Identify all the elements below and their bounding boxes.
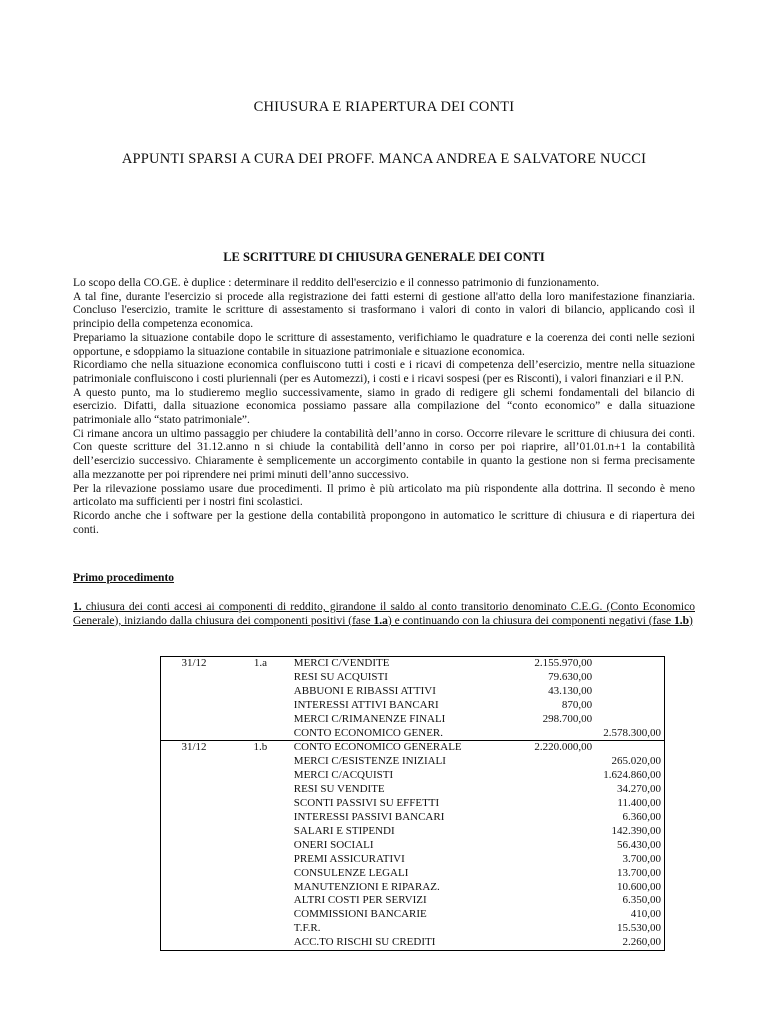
- entry-date: [161, 853, 228, 867]
- entry-phase: [227, 839, 294, 853]
- account-name: T.F.R.: [293, 922, 321, 935]
- entry-phase: [227, 755, 294, 769]
- entry-phase: [227, 922, 294, 936]
- entry-phase: [227, 783, 294, 797]
- entry-date: [161, 797, 228, 811]
- avere-amount: 3.700,00: [595, 853, 664, 867]
- avere-amount: 6.350,00: [595, 894, 664, 908]
- step-number: 1.: [73, 601, 82, 613]
- paragraph: A questo punto, ma lo studieremo meglio successivamente, siamo in grado di redigere gli schemi fondamentali del bilancio di esercizio. Difatti, dalla situazione economica possiamo passare alla compilazione del “conto economico” e dalla situazione patrimoniale allo “stato patrimoniale”.: [73, 386, 695, 427]
- account-name: PREMI ASSICURATIVI: [293, 852, 405, 865]
- journal-row: [161, 839, 665, 853]
- avere-amount: 410,00: [595, 908, 664, 922]
- dare-amount: 2.155.970,00: [525, 657, 595, 671]
- dare-amount: [525, 811, 595, 825]
- journal-row: [161, 769, 665, 783]
- avere-amount: [595, 685, 664, 699]
- dare-amount: [525, 867, 595, 881]
- paragraph: Lo scopo della CO.GE. è duplice : determinare il reddito dell'esercizio e il connesso patrimonio di funzionamento.: [73, 277, 600, 289]
- step-text-c: ): [689, 614, 693, 627]
- dare-amount: 79.630,00: [548, 670, 593, 683]
- entry-date: [161, 936, 228, 950]
- dare-amount: [525, 853, 595, 867]
- dare-amount: 2.220.000,00: [525, 741, 595, 755]
- avere-amount: 2.260,00: [595, 936, 664, 950]
- entry-phase: [227, 685, 294, 699]
- avere-amount: 2.578.300,00: [595, 727, 664, 741]
- journal-row: [161, 727, 665, 741]
- journal-row: [161, 922, 665, 936]
- paragraph: A tal fine, durante l'esercizio si procede alla registrazione dei fatti esterni di gestione all'atto della loro manifestazione finanziaria. Concluso l'esercizio, tramite le scritture di assestamento si trasformano i valori di conto in valori di bilancio, applicando così il principio della competenza economica.: [73, 290, 695, 331]
- subheading-primo-procedimento: Primo procedimento: [73, 572, 175, 584]
- journal-row: [161, 685, 665, 699]
- avere-amount: 15.530,00: [595, 922, 664, 936]
- entry-date: [161, 825, 228, 839]
- account-name: CONSULENZE LEGALI: [293, 866, 409, 879]
- entry-phase: [227, 671, 294, 685]
- account-name: ALTRI COSTI PER SERVIZI: [293, 894, 427, 907]
- journal-row: [161, 797, 665, 811]
- avere-amount: 11.400,00: [595, 797, 664, 811]
- avere-amount: [595, 713, 664, 727]
- section-title: LE SCRITTURE DI CHIUSURA GENERALE DEI CONTI: [223, 250, 545, 264]
- entry-date: [161, 783, 228, 797]
- account-name: MERCI C/ACQUISTI: [293, 769, 394, 782]
- dare-amount: [525, 908, 595, 922]
- journal-row: [161, 783, 665, 797]
- journal-row: [161, 853, 665, 867]
- entry-phase: [227, 853, 294, 867]
- journal-row: [161, 936, 665, 950]
- entry-phase: [227, 908, 294, 922]
- step-1-description: [73, 601, 695, 628]
- dare-amount: [525, 936, 595, 950]
- step-text-b: ) e continuando con la chiusura dei componenti negativi (fase: [387, 614, 674, 627]
- dare-amount: 870,00: [561, 698, 593, 711]
- dare-amount: [525, 755, 595, 769]
- step-phase-a: 1.a: [373, 614, 388, 627]
- journal-row: [161, 755, 665, 769]
- step-text-a: chiusura dei conti accesi ai componenti di reddito, girandone il saldo al conto transitorio denominato C.E.G. (Conto Economico Generale), iniziando dalla chiusura dei componenti positivi (fase: [73, 601, 695, 627]
- journal-row: [161, 825, 665, 839]
- avere-amount: 1.624.860,00: [595, 769, 664, 783]
- document-subtitle: APPUNTI SPARSI A CURA DEI PROFF. MANCA ANDREA E SALVATORE NUCCI: [121, 151, 647, 167]
- entry-date: [161, 908, 228, 922]
- account-name: ABBUONI E RIBASSI ATTIVI: [293, 684, 436, 697]
- account-name: CONTO ECONOMICO GENER.: [293, 726, 444, 739]
- journal-entries-table: [160, 656, 665, 951]
- account-name: INTERESSI PASSIVI BANCARI: [293, 810, 445, 823]
- account-name: RESI SU ACQUISTI: [293, 670, 388, 683]
- body-text: [73, 277, 695, 537]
- dare-amount: 43.130,00: [548, 684, 593, 697]
- avere-amount: [595, 671, 664, 685]
- journal-row: [161, 908, 665, 922]
- avere-amount: [595, 741, 664, 755]
- account-name: RESI SU VENDITE: [293, 783, 385, 796]
- entry-phase: [227, 867, 294, 881]
- avere-amount: 142.390,00: [595, 825, 664, 839]
- paragraph: Prepariamo la situazione contabile dopo le scritture di assestamento, verifichiamo le quadrature e la coerenza dei conti nelle sezioni opportune, e sdoppiamo la situazione contabile in situazione patrimoniale e situazione economica.: [73, 331, 695, 358]
- avere-amount: 13.700,00: [595, 867, 664, 881]
- entry-date: [161, 685, 228, 699]
- account-name: MERCI C/VENDITE: [294, 657, 526, 671]
- dare-amount: [525, 922, 595, 936]
- entry-phase: 1.a: [227, 657, 294, 671]
- dare-amount: [525, 727, 595, 741]
- dare-amount: [525, 894, 595, 908]
- account-name: MERCI C/ESISTENZE INIZIALI: [293, 755, 446, 768]
- journal-row: [161, 713, 665, 727]
- account-name: ACC.TO RISCHI SU CREDITI: [294, 936, 526, 950]
- paragraph: Ci rimane ancora un ultimo passaggio per chiudere la contabilità dell’anno in corso. Occorre rilevare le scritture di chiusura dei conti. Con queste scritture del 31.12.anno n si chiude la contabilità dell’anno in corso per poi riaprire, all’01.01.n+1 la contabilità dell’esercizio successivo. Chiaramente è semplicemente un accorgimento contabile in quanto la gestione non si ferma precisamente alla mezzanotte per poi riprendere nei primi minuti dell’anno successivo.: [73, 427, 695, 481]
- paragraph: Per la rilevazione possiamo usare due procedimenti. Il primo è più articolato ma più rispondente alla dottrina. Il secondo è meno articolato ma sufficienti per i nostri fini scolastici.: [73, 482, 695, 509]
- entry-date: [161, 769, 228, 783]
- journal-row: [161, 811, 665, 825]
- entry-phase: 1.b: [227, 741, 294, 755]
- journal-row: [161, 671, 665, 685]
- entry-phase: [227, 713, 294, 727]
- account-name: SCONTI PASSIVI SU EFFETTI: [293, 797, 440, 810]
- entry-phase: [227, 769, 294, 783]
- dare-amount: [525, 769, 595, 783]
- dare-amount: [525, 783, 595, 797]
- avere-amount: [595, 657, 664, 671]
- entry-phase: [227, 894, 294, 908]
- entry-phase: [227, 881, 294, 895]
- dare-amount: 298.700,00: [542, 712, 593, 725]
- entry-phase: [227, 797, 294, 811]
- dare-amount: [525, 797, 595, 811]
- entry-date: 31/12: [161, 741, 228, 755]
- account-name: SALARI E STIPENDI: [293, 824, 395, 837]
- journal-row: [161, 867, 665, 881]
- entry-date: [161, 839, 228, 853]
- journal-row: [161, 699, 665, 713]
- entry-phase: [227, 727, 294, 741]
- entry-phase: [227, 825, 294, 839]
- account-name: INTERESSI ATTIVI BANCARI: [293, 698, 439, 711]
- entry-phase: [227, 936, 294, 950]
- entry-date: [161, 727, 228, 741]
- entry-date: [161, 699, 228, 713]
- avere-amount: 6.360,00: [595, 811, 664, 825]
- journal-row: [161, 741, 665, 755]
- account-name: MERCI C/RIMANENZE FINALI: [293, 712, 446, 725]
- entry-date: [161, 881, 228, 895]
- journal-row: [161, 881, 665, 895]
- dare-amount: [525, 825, 595, 839]
- entry-date: [161, 713, 228, 727]
- paragraph: Ricordiamo che nella situazione economica confluiscono tutti i costi e i ricavi di competenza dell’esercizio, mentre nella situazione patrimoniale confluiscono i costi pluriennali (per es Automezzi), i costi e i ricavi sospesi (per es Risconti), i valori finanziari e il P.N.: [73, 359, 695, 385]
- account-name: ONERI SOCIALI: [293, 838, 374, 851]
- document-title: CHIUSURA E RIAPERTURA DEI CONTI: [253, 99, 515, 115]
- avere-amount: 10.600,00: [595, 881, 664, 895]
- journal-row: [161, 657, 665, 671]
- entry-date: [161, 811, 228, 825]
- step-phase-b: 1.b: [674, 614, 690, 627]
- avere-amount: 56.430,00: [595, 839, 664, 853]
- avere-amount: [595, 699, 664, 713]
- entry-date: 31/12: [161, 657, 228, 671]
- entry-date: [161, 671, 228, 685]
- journal-row: [161, 894, 665, 908]
- entry-phase: [227, 811, 294, 825]
- account-name: COMMISSIONI BANCARIE: [293, 908, 427, 921]
- account-name: MANUTENZIONI E RIPARAZ.: [293, 880, 440, 893]
- avere-amount: 34.270,00: [595, 783, 664, 797]
- entry-date: [161, 755, 228, 769]
- dare-amount: [525, 881, 595, 895]
- entry-date: [161, 867, 228, 881]
- account-name: CONTO ECONOMICO GENERALE: [294, 741, 526, 755]
- paragraph: Ricordo anche che i software per la gestione della contabilità propongono in automatico le scritture di chiusura e di riapertura dei conti.: [73, 509, 695, 536]
- entry-phase: [227, 699, 294, 713]
- entry-date: [161, 894, 228, 908]
- dare-amount: [525, 839, 595, 853]
- entry-date: [161, 922, 228, 936]
- avere-amount: 265.020,00: [595, 755, 664, 769]
